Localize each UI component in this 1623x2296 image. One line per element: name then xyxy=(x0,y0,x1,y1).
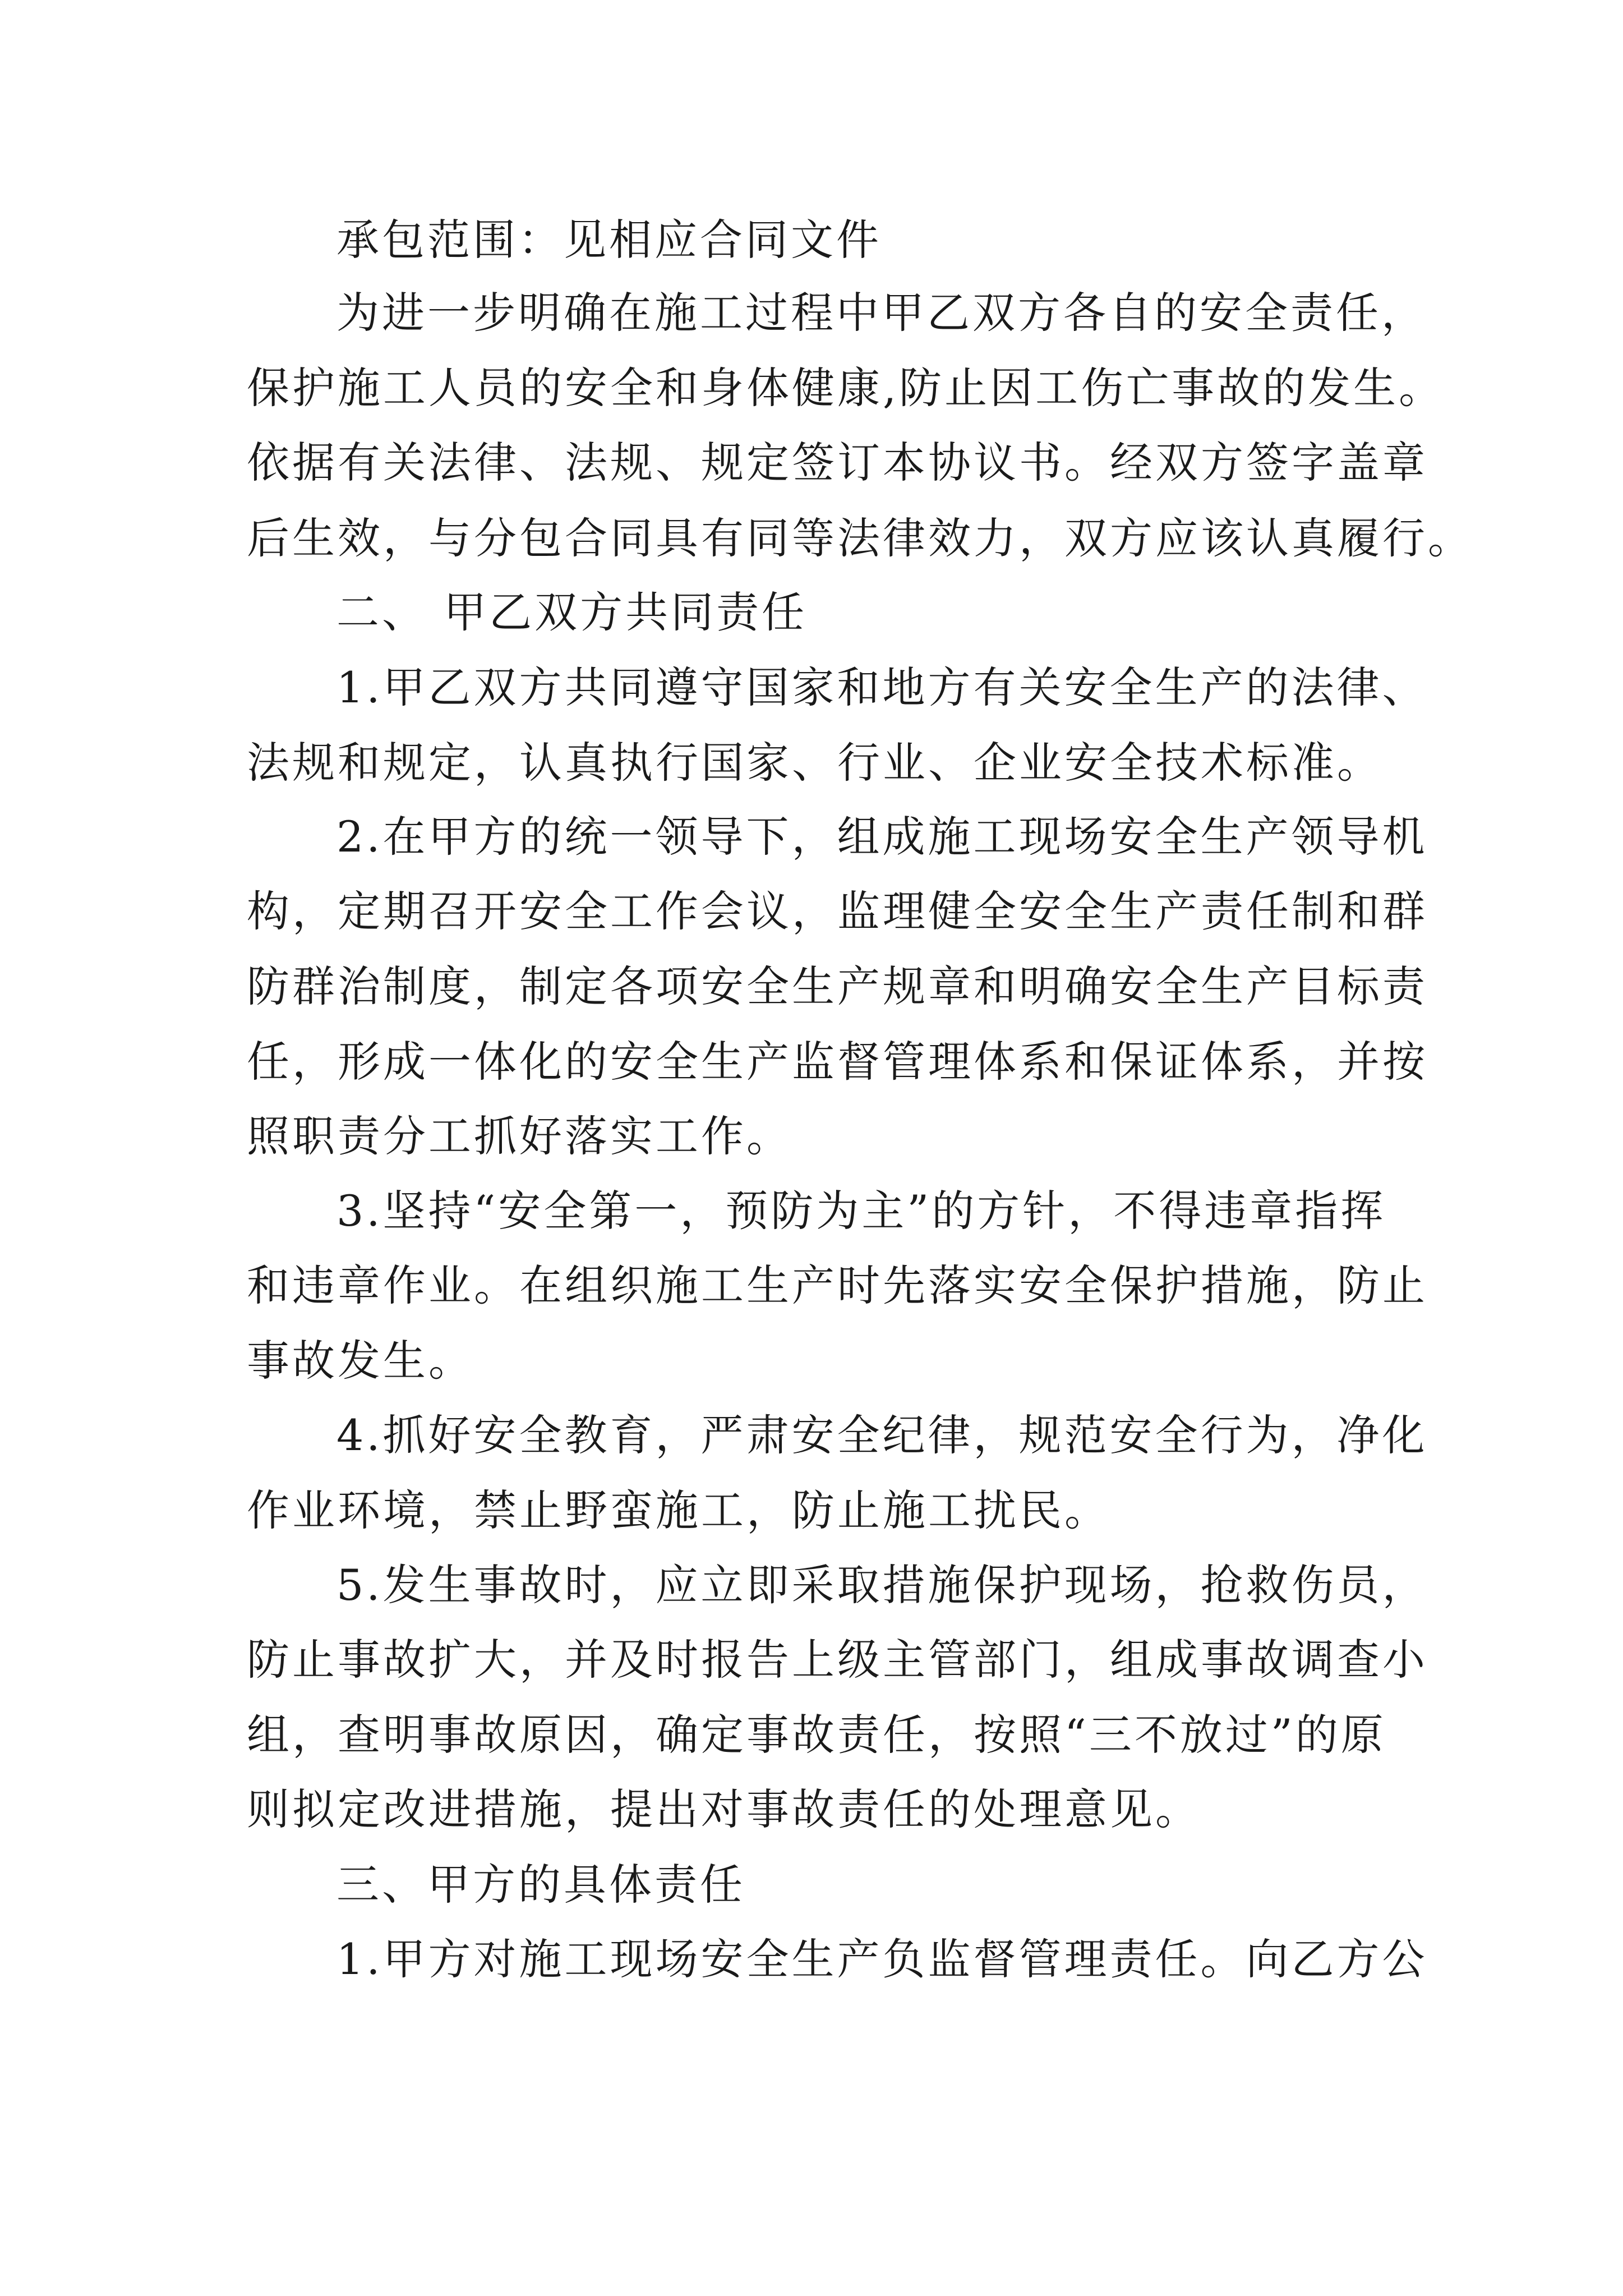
text-line: 则拟定改进措施，提出对事故责任的处理意见。 xyxy=(247,1784,1201,1834)
text-line: 1.甲乙双方共同遵守国家和地方有关安全生产的法律、 xyxy=(336,662,1428,712)
text-line: 事故发生。 xyxy=(247,1336,474,1386)
text-line: 防群治制度，制定各项安全生产规章和明确安全生产目标责 xyxy=(247,961,1428,1011)
text-line: 3.坚持“安全第一，预防为主”的方针，不得违章指挥 xyxy=(336,1186,1386,1236)
text-line: 防止事故扩大，并及时报告上级主管部门，组成事故调查小 xyxy=(247,1635,1428,1685)
text-line: 5.发生事故时，应立即采取措施保护现场，抢救伤员， xyxy=(336,1560,1428,1610)
text-line: 组，查明事故原因，确定事故责任，按照“三不放过”的原 xyxy=(247,1710,1386,1760)
text-line: 2.在甲方的统一领导下，组成施工现场安全生产领导机 xyxy=(336,812,1428,862)
section-heading-2: 二、 甲乙双方共同责任 xyxy=(336,587,808,637)
text-line: 法规和规定，认真执行国家、行业、企业安全技术标准。 xyxy=(247,738,1382,788)
text-line: 为进一步明确在施工过程中甲乙双方各自的安全责任， xyxy=(336,288,1427,338)
text-line: 任，形成一体化的安全生产监督管理体系和保证体系，并按 xyxy=(247,1037,1428,1087)
text-line: 照职责分工抓好落实工作。 xyxy=(247,1111,792,1161)
text-line: 和违章作业。在组织施工生产时先落实安全保护措施，防止 xyxy=(247,1260,1428,1310)
text-line: 保护施工人员的安全和身体健康,防止因工伤亡事故的发生。 xyxy=(247,363,1445,413)
text-line: 作业环境，禁止野蛮施工，防止施工扰民。 xyxy=(247,1485,1110,1535)
text-line: 4.抓好安全教育，严肃安全纪律，规范安全行为，净化 xyxy=(336,1410,1428,1460)
text-line: 依据有关法律、法规、规定签订本协议书。经双方签字盖章 xyxy=(247,438,1428,487)
text-line: 后生效，与分包合同具有同等法律效力，双方应该认真履行。 xyxy=(247,513,1473,563)
text-line: 1.甲方对施工现场安全生产负监督管理责任。向乙方公 xyxy=(336,1934,1428,1984)
section-heading-3: 三、甲方的具体责任 xyxy=(336,1860,745,1910)
text-line: 构，定期召开安全工作会议，监理健全安全生产责任制和群 xyxy=(247,886,1428,936)
text-line-scope: 承包范围：见相应合同文件 xyxy=(336,215,882,265)
